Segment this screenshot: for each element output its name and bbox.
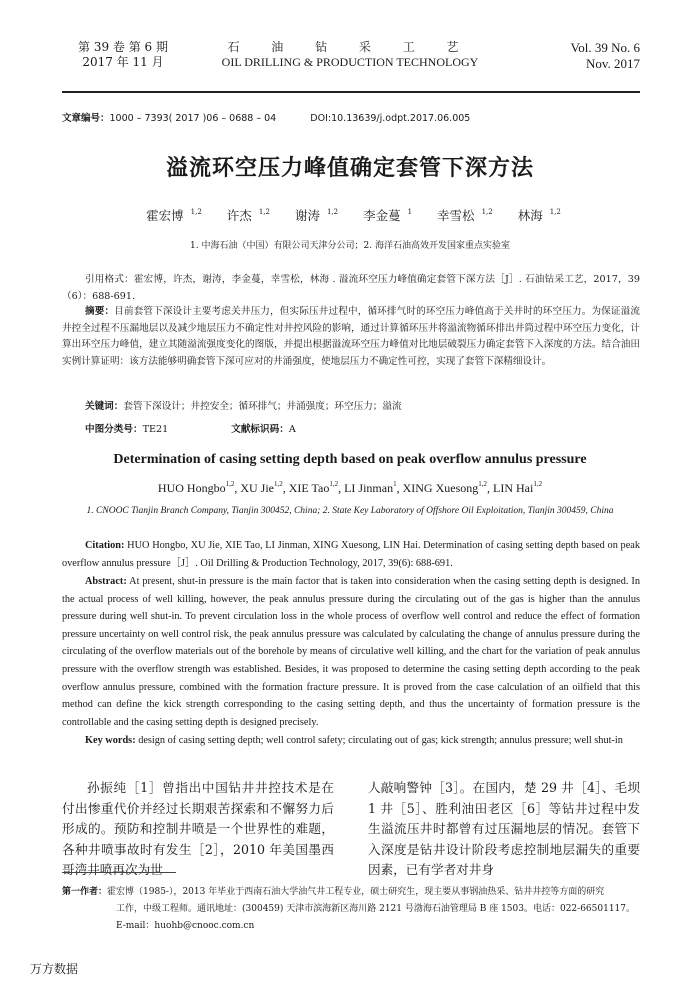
- keywords-cn-text: 套管下深设计；井控安全；循环排气；井涌强度；环空压力；溢流: [123, 401, 402, 412]
- abstract-cn-label: 摘要：: [85, 306, 115, 317]
- keywords-en-text: design of casing setting depth; well control safety; circulating out of gas; kick strength; annulus pressure; well shut-in: [135, 735, 623, 746]
- classification-cn: [85, 421, 356, 435]
- footnote-label: 第一作者：: [62, 887, 108, 897]
- footnote-rule: [62, 872, 176, 873]
- journal-name: [200, 40, 500, 70]
- class-label: 中图分类号：: [85, 424, 143, 435]
- keywords-en: [85, 735, 623, 746]
- citation-cn: [62, 272, 640, 305]
- abstract-cn: [62, 304, 640, 370]
- author-cn: 许杰 $^{1,2}$: [226, 208, 270, 223]
- footnote-line2: 工作，中级工程师。通讯地址：(300459) 天津市滨海新区海川路 2121 号渤海石油管理局 B 座 1503。电话：022-66501117。: [116, 904, 635, 914]
- citation-cn-text: 霍宏博，许杰，谢涛，李金蔓，幸雪松，林海 . 溢流环空压力峰值确定套管下深方法［J］. 石油钻采工艺，2017，39（6）：688-691.: [62, 274, 641, 302]
- author-cn: 李金蔓 $^1$: [363, 208, 413, 223]
- footnote-line1: 霍宏博（1985-），2013 年毕业于西南石油大学油气井工程专业，硕士研究生，现主要从事钢油热采、钻井井控等方面的研究: [107, 887, 605, 897]
- code-value: A: [288, 424, 296, 435]
- code-label: 文献标识码：: [231, 424, 289, 435]
- author-en: XIE Tao$^{1,2}$,: [288, 480, 345, 495]
- header-rule: [62, 91, 640, 93]
- keywords-en-label: Key words:: [85, 735, 136, 746]
- affiliation-en: 1. CNOOC Tianjin Branch Company, Tianjin 300452, China; 2. State Key Laboratory of Offshore Oil Exploitation, Tianjin 300459, China: [86, 506, 614, 516]
- citation-cn-label: 引用格式：: [85, 274, 134, 285]
- volume-cn: 第 39 卷 第 6 期: [78, 40, 168, 54]
- body-column-left: 孙振纯［1］曾指出中国钻井井控技术是在付出惨重代价并经过长期艰苦探索和不懈努力后形成的。预防和控制井喷是一个世界性的难题，各种井喷事故时有发生［2］，2010 年美国墨西哥湾井喷再次为世: [62, 780, 334, 877]
- journal-name-cn: 石 油 钻 采 工 艺: [227, 40, 473, 54]
- author-en: LI Jinman$^1$,: [344, 480, 403, 495]
- author-en: XING Xuesong$^{1,2}$,: [402, 480, 493, 495]
- citation-en: [62, 537, 640, 572]
- keywords-cn-label: 关键词：: [85, 401, 124, 412]
- doi: DOI:10.13639/j.odpt.2017.06.005: [310, 113, 471, 124]
- abstract-en-label: Abstract:: [85, 576, 127, 587]
- author-cn: 霍宏博 $^{1,2}$: [146, 208, 202, 223]
- abstract-cn-text: 目前套管下深设计主要考虑关井压力，但实际压井过程中，循环排气时的环空压力峰值高于关井时的环空压力。为保证溢流井控全过程不压漏地层以及减少地层压力不确定性对井控风险的影响，通过计算循环压井将溢流物循环排出井筒过程中环空压力变化，计算出环空压力峰值，建立其随溢流强度变化的图版，并提出根据溢流环空压力峰值对比地层破裂压力确定套管下入深度的方法。结合油田实例计算证明：该方法能够明确套管下深可应对的井涌强度，使地层压力不确定性可控，实现了套管下深精细设计。: [62, 306, 640, 367]
- authors-en: [0, 480, 700, 496]
- abstract-en-text: At present, shut-in pressure is the main factor that is taken into consideration when the casing setting depth is designed. In the actual process of well killing, however, the peak annulus pressure during the circulating out of the gas is higher than the annulus pressure during well shut-in. To prevent circulation loss in the whole process of overflow well control and reduce the effect of formation pressure uncertainty on well control risk, the peak annulus pressure was calculated by calculating the change of annulus pressure during the circulating of the overflow materials out of the borehole by means of circulative well killing, and the chart for the variation of peak annulus pressure with the overflow strength was established. Besides, it was proposed to determine the casing setting depth according to the peak overflow annulus pressure, combined with the formation fracture pressure. It is proved from the case calculation of an oilfield that this method can define the kick strength corresponding to the casing setting depth, and thus the uncertainty of formation pressure is the controllable and the casing setting depth is designed precisely.: [62, 576, 640, 728]
- citation-en-label: Citation:: [85, 540, 125, 551]
- watermark-text: 万方数据: [30, 962, 79, 976]
- abstract-en: [62, 573, 640, 731]
- journal-name-en: OIL DRILLING & PRODUCTION TECHNOLOGY: [221, 55, 479, 69]
- author-en: XU Jie$^{1,2}$,: [240, 480, 289, 495]
- footnote: [62, 884, 640, 935]
- keywords-cn: [85, 398, 402, 412]
- affiliation-cn: 1. 中海石油（中国）有限公司天津分公司；2. 海洋石油高效开发国家重点实验室: [190, 241, 510, 251]
- author-cn: 幸雪松 $^{1,2}$: [437, 208, 493, 223]
- volume-en: Vol. 39 No. 6: [570, 40, 640, 55]
- class-value: TE21: [142, 424, 169, 435]
- body-column-right: 人敲响警钟［3］。在国内，楚 29 井［4］、毛坝 1 井［5］、胜利油田老区［6］等钻井过程中发生溢流压井时都曾有过压漏地层的情况。套管下入深度是钻井设计阶段考虑控制地层漏失的重要因素，已有学者对井身: [368, 780, 640, 877]
- article-number-line: [62, 110, 470, 124]
- author-en: LIN Hai$^{1,2}$: [493, 480, 543, 495]
- article-number-label: 文章编号：: [62, 113, 110, 124]
- citation-en-text: HUO Hongbo, XU Jie, XIE Tao, LI Jinman, XING Xuesong, LIN Hai. Determination of casing setting depth based on peak overflow annulus pressure［J］. Oil Drilling & Production Technology, 2017, 39(6): 688-691.: [62, 540, 640, 569]
- authors-cn: [0, 206, 700, 224]
- date-en: Nov. 2017: [585, 56, 640, 71]
- author-en: HUO Hongbo$^{1,2}$,: [157, 480, 241, 495]
- issue-info-en: [548, 40, 640, 72]
- author-cn: 谢涛 $^{1,2}$: [294, 208, 339, 223]
- author-cn: 林海 $^{1,2}$: [517, 208, 561, 223]
- article-number: 1000 – 7393( 2017 )06 – 0688 – 04: [109, 113, 277, 124]
- title-cn: 溢流环空压力峰值确定套管下深方法: [165, 156, 534, 181]
- date-cn: 2017 年 11 月: [82, 55, 164, 69]
- footnote-email: E-mail：huohb@cnooc.com.cn: [116, 921, 255, 931]
- issue-info-cn: [68, 40, 178, 70]
- title-en: Determination of casing setting depth based on peak overflow annulus pressure: [113, 452, 587, 467]
